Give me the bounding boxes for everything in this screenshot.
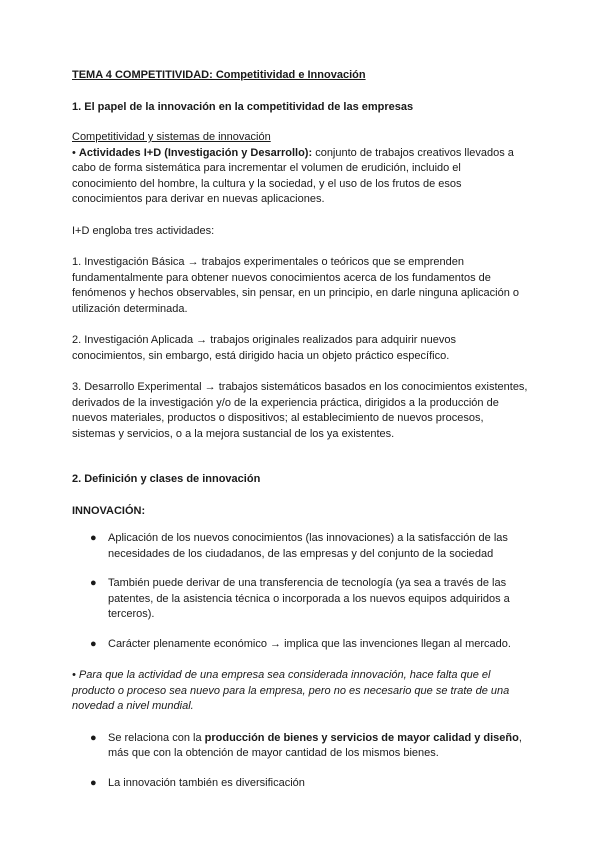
activity-item: 2. Investigación Aplicada → trabajos originales realizados para adquirir nuevos conocimientos, sin embargo, está dirigido hacia un objeto práctico específico.: [72, 334, 457, 362]
section-1-subheading: Competitividad y sistemas de innovación: [72, 131, 271, 143]
innovation-bullet-list: [72, 531, 528, 652]
definition-term: Actividades I+D (Investigación y Desarrollo):: [78, 146, 313, 159]
list-item: [72, 531, 528, 562]
innovation-bullet-list-2: [72, 731, 528, 792]
list-item-text: La innovación también es diversificación: [108, 776, 305, 789]
bullet-dot: ●: [90, 637, 97, 650]
definition-text: conjunto de trabajos creativos llevados a cabo de forma sistemática para incrementar el volumen de erudición, incluido el conocimiento del hombre, la cultura y la sociedad, y el uso de los frutos de esos conocimientos para derivar en nuevas aplicaciones.: [72, 146, 514, 205]
list-item-text-pre: Se relaciona con la: [108, 731, 205, 744]
bullet-dot: ●: [90, 532, 97, 544]
document-page: [72, 68, 528, 791]
activity-item: 1. Investigación Básica → trabajos experimentales o teóricos que se emprenden fundamentalmente para obtener nuevos conocimientos acerca de los fundamentos de fenómenos y hechos observables, sin pensar, en un principio, en darle ninguna aplicación o utilización determinada.: [72, 256, 520, 315]
list-item-text: Carácter plenamente económico → implica que las invenciones llegan al mercado.: [108, 637, 511, 650]
section-2-heading: 2. Definición y clases de innovación: [72, 473, 261, 485]
bullet-dot: ●: [90, 577, 97, 589]
innovation-heading: INNOVACIÓN:: [72, 504, 146, 517]
list-item-text-bold: producción de bienes y servicios de mayor calidad y diseño: [204, 731, 519, 744]
document-title: TEMA 4 COMPETITIVIDAD: Competitividad e Innovación: [72, 69, 366, 81]
activity-item: 3. Desarrollo Experimental → trabajos sistemáticos basados en los conocimientos existentes, derivados de la investigación y/o de la experiencia práctica, dirigidos a la producción de nuevos materiales, productos o dispositivos; al establecimiento de nuevos procesos, sistemas y servicios, o a la mejora sustancial de los ya existentes.: [72, 381, 528, 440]
list-item-text-post: , más que con la obtención de mayor cantidad de los mismos bienes.: [108, 731, 522, 759]
bullet-dot: ●: [90, 731, 97, 744]
list-item: [72, 576, 528, 623]
list-item: [72, 776, 528, 792]
activities-intro: I+D engloba tres actividades:: [72, 224, 215, 237]
list-item: [72, 637, 528, 653]
section-1-heading: 1. El papel de la innovación en la competitividad de las empresas: [72, 100, 414, 113]
definition-bullet: •: [72, 146, 76, 159]
list-item-text: Aplicación de los nuevos conocimientos (las innovaciones) a la satisfacción de las necesidades de los ciudadanos, de las empresas y del conjunto de la sociedad: [108, 532, 508, 560]
innovation-note: • Para que la actividad de una empresa sea considerada innovación, hace falta que el producto o proceso sea nuevo para la empresa, pero no es necesario que se trate de una novedad a nivel mundial.: [72, 669, 510, 712]
list-item-text: También puede derivar de una transferencia de tecnología (ya sea a través de las patentes, de la asistencia técnica o incorporada a los nuevos equipos adquiridos a terceros).: [108, 577, 510, 620]
definition-paragraph: [72, 146, 528, 208]
list-item: [72, 731, 528, 762]
bullet-dot: ●: [90, 776, 97, 789]
